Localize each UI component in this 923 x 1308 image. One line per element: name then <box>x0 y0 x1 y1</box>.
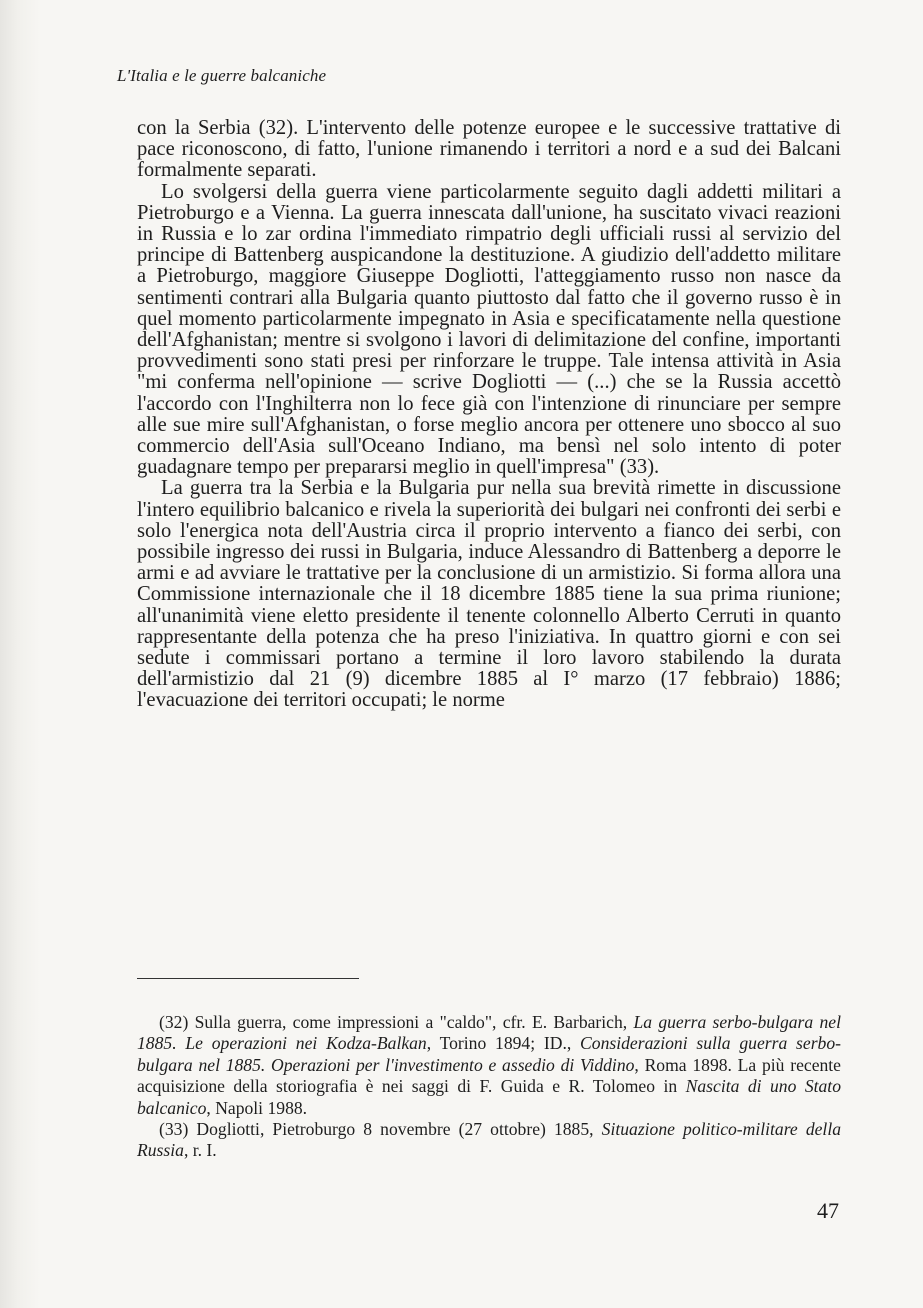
footnote-32-text: , Torino 1894; ID., <box>426 1033 581 1054</box>
footnote-32-text: , Napoli 1988. <box>206 1097 308 1118</box>
footnote-33-text: , r. I. <box>183 1140 217 1161</box>
paragraph-3: La guerra tra la Serbia e la Bulgaria pur nella sua brevità rimette in discussione l'intero equilibrio balcanico e rivela la superiorità dei bulgari nei confronti dei serbi e solo l'energica nota dell'Austria circa il proprio intervento a fianco dei serbi, con possibile ingresso dei russi in Bulgaria, induce Alessandro di Battenberg a deporre le armi e ad avviare le trattative per la conclusione di un armistizio. Si forma allora una Commissione internazionale che il 18 dicembre 1885 tiene la sua prima riunione; all'unanimità viene eletto presidente il tenente colonnello Alberto Cerruti in quanto rappresentante della potenza che ha preso l'iniziativa. In quattro giorni e con sei sedute i commissari portano a termine il loro lavoro stabilendo la durata dell'armistizio dal 21 (9) dicembre 1885 al I° marzo (17 febbraio) 1886; l'evacuazione dei territori occupati; le norme <box>137 477 841 712</box>
footnote-32 <box>137 1012 841 1119</box>
footnote-32-title-2: Considerazioni sulla guerra serbo-bulgara nel 1885. Operazioni per l'investimento e assedio di Viddino <box>137 1033 841 1075</box>
body-text <box>137 118 841 712</box>
running-head: L'Italia e le guerre balcaniche <box>117 66 327 85</box>
paragraph-2: Lo svolgersi della guerra viene particolarmente seguito dagli addetti militari a Pietroburgo e a Vienna. La guerra innescata dall'unione, ha suscitato vivaci reazioni in Russia e lo zar ordina l'immediato rimpatrio degli ufficiali russi al servizio del principe di Battenberg auspicandone la destituzione. A giudizio dell'addetto militare a Pietroburgo, maggiore Giuseppe Dogliotti, l'atteggiamento russo non nasce da sentimenti contrari alla Bulgaria quanto piuttosto dal fatto che il governo russo è in quel momento particolarmente impegnato in Asia e specificatamente nella questione dell'Afghanistan; mentre si svolgono i lavori di delimitazione del confine, importanti provvedimenti sono stati presi per rinforzare le truppe. Tale intensa attività in Asia "mi conferma nell'opinione — scrive Dogliotti — (...) che se la Russia accettò l'accordo con l'Inghilterra non lo fece già con l'intenzione di rinunciare per sempre alle sue mire sull'Afghanistan, o forse meglio ancora per ottenere uno sbocco al suo commercio dell'Asia sull'Oceano Indiano, ma bensì nel solo intento di poter guadagnare tempo per prepararsi meglio in quell'impresa" (33). <box>137 180 841 479</box>
footnote-33-title: Situazione politico-militare della Russia <box>137 1119 841 1161</box>
page-number: 47 <box>817 1198 839 1223</box>
footnote-32-text: (32) Sulla guerra, come impressioni a "caldo", cfr. E. Barbarich, <box>159 1012 634 1032</box>
footnote-32-title-3: Nascita di uno Stato balcanico <box>137 1076 841 1118</box>
footnote-separator <box>137 978 359 979</box>
footnotes <box>137 1012 841 1162</box>
footnote-32-text: , Roma 1898. La più recente acquisizione della storiografia è nei saggi di F. Guida e R. Tolomeo in <box>137 1054 841 1097</box>
footnote-33 <box>137 1119 841 1162</box>
paragraph-1: con la Serbia (32). L'intervento delle potenze europee e le successive trattative di pace riconoscono, di fatto, l'unione rimanendo i territori a nord e a sud dei Balcani formalmente separati. <box>137 117 841 182</box>
footnote-32-title-1: La guerra serbo-bulgara nel 1885. Le operazioni nei Kodza-Balkan <box>137 1012 841 1054</box>
footnote-33-text: (33) Dogliotti, Pietroburgo 8 novembre (27 ottobre) 1885, <box>159 1119 602 1140</box>
